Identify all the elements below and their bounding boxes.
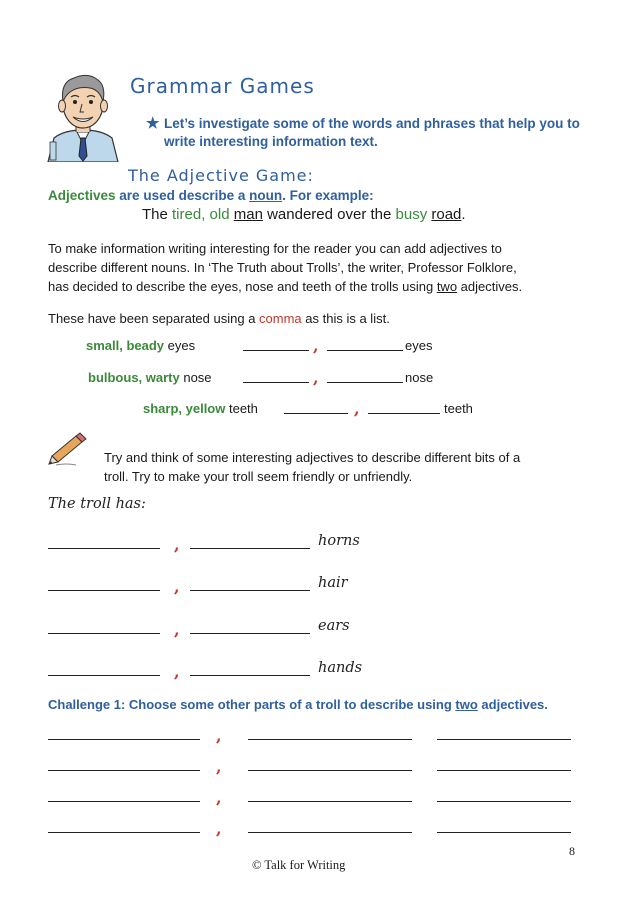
horns-blank-b[interactable] — [190, 548, 310, 549]
challenge-row-3-blank-b[interactable] — [248, 801, 412, 802]
adjective-definition — [48, 188, 374, 203]
row-3-noun: teeth — [225, 401, 258, 416]
example-noun-road: road — [431, 206, 462, 223]
page-title: Grammar Games — [130, 74, 315, 98]
row-3-blank-a[interactable] — [284, 413, 348, 414]
row-3-blank-b[interactable] — [368, 413, 440, 414]
row-2-blank-b[interactable] — [327, 382, 403, 383]
row-1-adjectives: small, beady — [86, 338, 165, 353]
example-adjective-busy: busy — [395, 206, 428, 223]
paragraph-line-1: To make information writing interesting for the reader you can add adjectives to — [48, 241, 502, 256]
paragraph-line-3 — [48, 277, 522, 296]
paragraph-line-3-b: adjectives. — [457, 279, 523, 294]
task-line-1: Try and think of some interesting adjectives to describe different bits of a — [104, 450, 521, 465]
example-the: The — [142, 206, 173, 223]
part-horns: horns — [318, 533, 360, 549]
hands-blank-b[interactable] — [190, 675, 310, 676]
challenge-row-2-blank-b[interactable] — [248, 770, 412, 771]
challenge-row-3-blank-a[interactable] — [48, 801, 200, 802]
ears-comma: , — [174, 620, 180, 639]
troll-has-heading: The troll has: — [48, 496, 146, 512]
challenge-row-4-blank-a[interactable] — [48, 832, 200, 833]
challenge-two: two — [455, 697, 478, 712]
row-2-comma: , — [313, 368, 319, 387]
copyright: © Talk for Writing — [252, 858, 346, 872]
challenge-row-1-blank-c[interactable] — [437, 739, 571, 740]
definition-noun: noun — [249, 188, 283, 203]
paragraph-two: two — [436, 279, 458, 294]
example-row-3 — [143, 399, 258, 418]
definition-term: Adjectives — [48, 188, 116, 203]
challenge-label-a: Challenge 1: Choose some other parts of a troll to describe using — [48, 697, 456, 712]
hair-blank-a[interactable] — [48, 590, 160, 591]
separator-comma-word: comma — [259, 311, 302, 326]
intro-star-icon: ★ — [146, 115, 160, 132]
challenge-row-4-blank-c[interactable] — [437, 832, 571, 833]
row-3-adjectives: sharp, yellow — [143, 401, 226, 416]
hands-blank-a[interactable] — [48, 675, 160, 676]
example-end: . — [461, 206, 466, 223]
ears-blank-b[interactable] — [190, 633, 310, 634]
row-3-comma: , — [354, 399, 360, 418]
page-number: 8 — [569, 844, 575, 858]
horns-blank-a[interactable] — [48, 548, 160, 549]
hair-comma: , — [174, 577, 180, 596]
row-2-adjectives: bulbous, warty — [88, 370, 180, 385]
challenge-row-1-comma: , — [216, 726, 222, 745]
paragraph-line-2: describe different nouns. In ‘The Truth about Trolls’, the writer, Professor Folklore, — [48, 260, 517, 275]
challenge-row-3-comma: , — [216, 788, 222, 807]
row-1-noun: eyes — [164, 338, 196, 353]
challenge-row-1-blank-b[interactable] — [248, 739, 412, 740]
example-mid: wandered over the — [262, 206, 396, 223]
ears-blank-a[interactable] — [48, 633, 160, 634]
section-subtitle: The Adjective Game: — [128, 166, 314, 185]
challenge-row-4-blank-b[interactable] — [248, 832, 412, 833]
row-3-blank-noun: teeth — [444, 401, 473, 416]
challenge-row-2-blank-a[interactable] — [48, 770, 200, 771]
intro-line-2: write interesting information text. — [164, 134, 378, 149]
row-2-blank-noun: nose — [405, 370, 434, 385]
example-noun-man: man — [233, 206, 263, 223]
example-sentence — [142, 206, 466, 223]
separator-sentence — [48, 309, 390, 328]
row-1-blank-noun: eyes — [405, 338, 433, 353]
challenge-row-1-blank-a[interactable] — [48, 739, 200, 740]
task-line-2: troll. Try to make your troll seem friendly or unfriendly. — [104, 469, 413, 484]
challenge-row-3-blank-c[interactable] — [437, 801, 571, 802]
challenge-row-4-comma: , — [216, 819, 222, 838]
challenge-row-2-blank-c[interactable] — [437, 770, 571, 771]
part-ears: ears — [318, 618, 350, 634]
intro-line-1: Let’s investigate some of the words and phrases that help you to — [164, 116, 580, 131]
part-hands: hands — [318, 660, 363, 676]
challenge-row-2-comma: , — [216, 757, 222, 776]
example-adjectives: tired, old — [172, 206, 230, 223]
hands-comma: , — [174, 662, 180, 681]
row-1-blank-a[interactable] — [243, 350, 309, 351]
horns-comma: , — [174, 535, 180, 554]
row-1-comma: , — [313, 336, 319, 355]
pencil-icon — [46, 432, 88, 466]
paragraph-line-3-a: has decided to describe the eyes, nose and teeth of the trolls using — [48, 279, 437, 294]
teacher-illustration — [44, 72, 122, 162]
challenge-label — [48, 697, 548, 712]
row-2-blank-a[interactable] — [243, 382, 309, 383]
definition-mid: are used describe a — [115, 188, 250, 203]
example-row-2 — [88, 368, 212, 387]
example-row-1 — [86, 336, 195, 355]
hair-blank-b[interactable] — [190, 590, 310, 591]
separator-a: These have been separated using a — [48, 311, 260, 326]
definition-end: . For example: — [282, 188, 374, 203]
separator-b: as this is a list. — [301, 311, 390, 326]
challenge-label-b: adjectives. — [477, 697, 548, 712]
row-1-blank-b[interactable] — [327, 350, 403, 351]
part-hair: hair — [318, 575, 348, 591]
row-2-noun: nose — [179, 370, 212, 385]
